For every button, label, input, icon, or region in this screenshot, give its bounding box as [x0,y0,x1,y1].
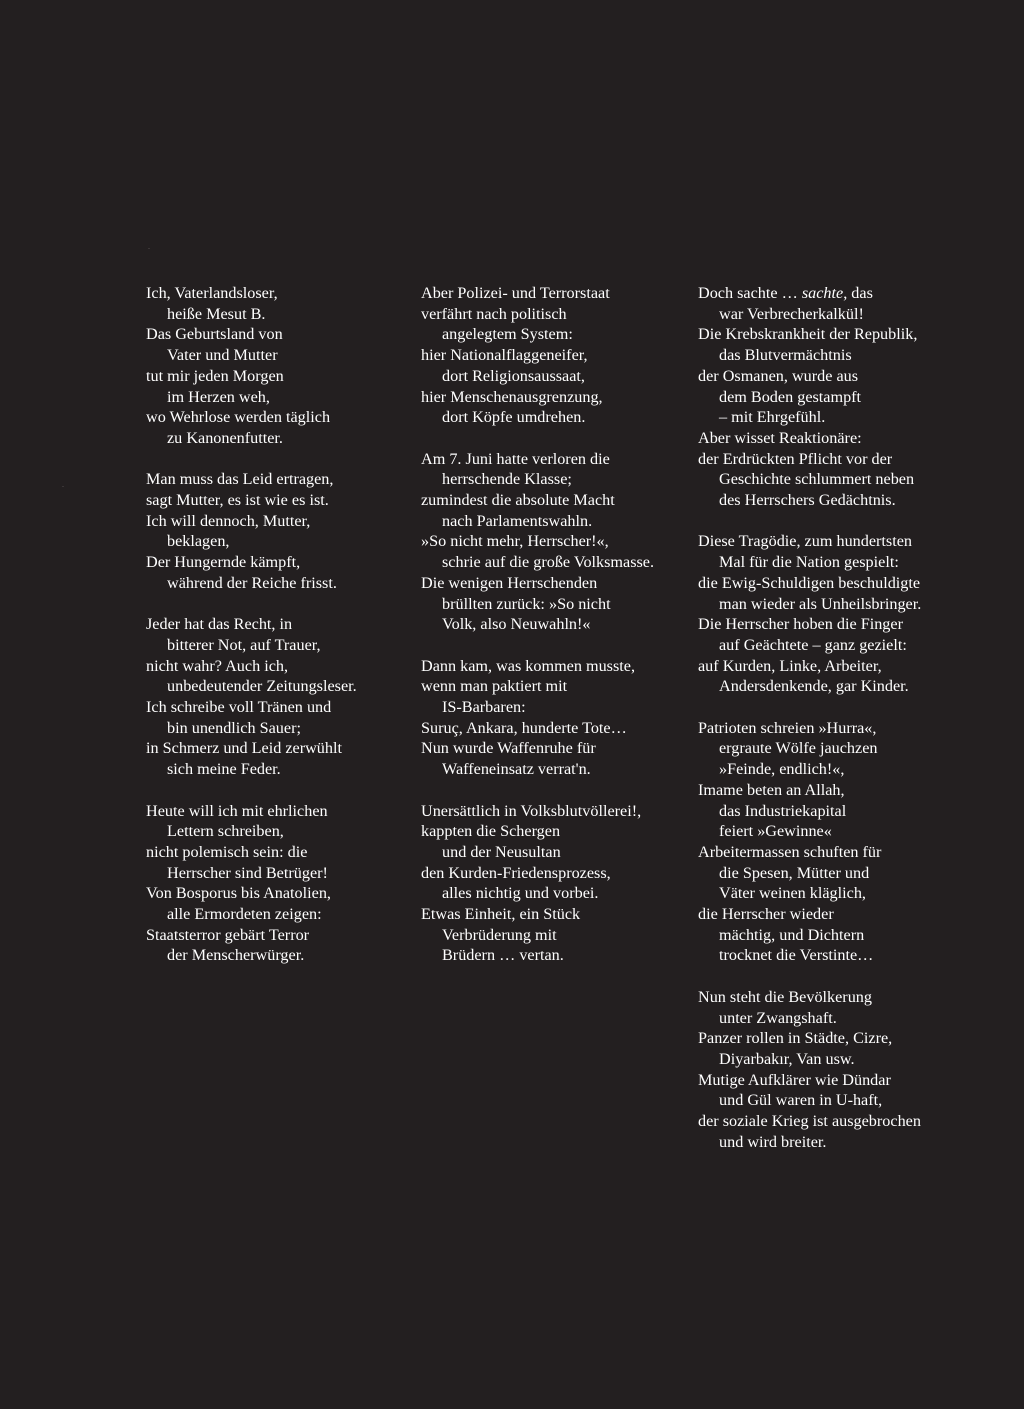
poem-line: Die Herrscher hoben die Finger [698,615,903,634]
poem-line: Ich will dennoch, Mutter, [146,511,311,530]
poem-line: Dann kam, was kommen musste, [421,656,636,675]
stanza [421,283,691,428]
poem-line: beklagen, [167,532,230,551]
poem-line: des Herrschers Gedächtnis. [719,491,896,510]
poem-column-2 [421,283,691,987]
poem-line: der Menscherwürger. [167,946,305,965]
poem-line: dort Religionsaussaat, [442,366,585,385]
poem-line: »So nicht mehr, Herrscher!«, [421,532,609,551]
poem-line: unter Zwangshaft. [719,1008,837,1027]
poem-line: der Osmanen, wurde aus [698,366,859,385]
poem-line: tut mir jeden Morgen [146,366,284,385]
poem-line: Nun steht die Bevölkerung [698,987,872,1006]
poem-line: Nun wurde Waffenruhe für [421,739,596,758]
poem-line: Geschichte schlummert neben [719,470,915,489]
poem-line: – mit Ehrgefühl. [719,408,826,427]
poem-line: bitterer Not, auf Trauer, [167,635,321,654]
poem-line: Ich, Vaterlandsloser, [146,284,278,302]
poem-line: hier Menschenausgrenzung, [421,387,603,406]
poem-line: und der Neusultan [442,842,561,861]
poem-line: das Blutvermächtnis [719,346,852,365]
poem-line: Herrscher sind Betrüger! [167,863,328,882]
poem-line-emphasis: sachte [801,284,844,302]
poem-line: wenn man paktiert mit [421,677,568,696]
poem-line: die Spesen, Mütter und [719,863,870,882]
poem-line: nicht polemisch sein: die [146,842,308,861]
poem-line: Unersättlich in Volksblutvöllerei!, [421,801,642,820]
poem-line: Brüdern … vertan. [442,946,564,965]
dust-speck [62,486,64,487]
poem-line: mächtig, und Dichtern [719,925,865,944]
poem-line: nicht wahr? Auch ich, [146,656,289,675]
poem-line: unbedeutender Zeitungsleser. [167,677,357,696]
poem-line: auf Kurden, Linke, Arbeiter, [698,656,882,675]
poem-line: Imame beten an Allah, [698,780,845,799]
poem-line: Etwas Einheit, ein Stück [421,905,581,924]
poem-line: sagt Mutter, es ist wie es ist. [146,491,329,510]
poem-line: und Gül waren in U-haft, [719,1091,883,1110]
poem-line: Mutige Aufklärer wie Dündar [698,1070,891,1089]
stanza [146,283,411,449]
poem-line: im Herzen weh, [167,387,270,406]
poem-line: die Herrscher wieder [698,905,834,924]
poem-line: Lettern schreiben, [167,822,284,841]
poem-line: Aber Polizei- und Terrorstaat [421,284,610,302]
poem-line: dem Boden gestampft [719,387,862,406]
poem-line: herrschende Klasse; [442,470,572,489]
stanza [146,614,411,780]
poem-line: Staatsterror gebärt Terror [146,925,310,944]
stanza [421,449,691,635]
poem-line: Volk, also Neuwahln!« [442,615,591,634]
stanza [698,718,1018,966]
poem-line: brüllten zurück: »So nicht [442,594,611,613]
poem-line: Väter weinen kläglich, [719,884,866,903]
poem-line: Suruç, Ankara, hunderte Tote… [421,718,627,737]
poem-line: wo Wehrlose werden täglich [146,408,331,427]
poem-line: dort Köpfe umdrehen. [442,408,586,427]
poem-line: und wird breiter. [719,1132,827,1151]
poem-line: trocknet die Verstinte… [719,946,874,965]
poem-line: Diese Tragödie, zum hundertsten [698,532,913,551]
poem-line: Das Geburtsland von [146,325,283,344]
poem-line: ergraute Wölfe jauchzen [719,739,878,758]
poem-line: Man muss das Leid ertragen, [146,470,334,489]
poem-line: Panzer rollen in Städte, Cizre, [698,1029,893,1048]
poem-line: Die wenigen Herrschenden [421,573,598,592]
poem-line: Diyarbakır, Van usw. [719,1049,855,1068]
poem-line: war Verbrecherkalkül! [719,304,864,323]
poem-line: verfährt nach politisch [421,304,567,323]
poem-line: Arbeitermassen schuften für [698,842,882,861]
stanza [698,283,1018,511]
poem-line: IS-Barbaren: [442,698,526,717]
poem-line: Der Hungernde kämpft, [146,553,301,572]
dust-speck [148,248,150,249]
poem-line: nach Parlamentswahln. [442,511,593,530]
stanza [421,656,691,780]
poem-line: während der Reiche frisst. [167,573,337,592]
poem-line: zumindest die absolute Macht [421,491,615,510]
poem-line: Verbrüderung mit [442,925,557,944]
poem-line: in Schmerz und Leid zerwühlt [146,739,342,758]
poem-line: den Kurden-Friedensprozess, [421,863,611,882]
poem-line: schrie auf die große Volksmasse. [442,553,655,572]
poem-line: Die Krebskrankheit der Republik, [698,325,918,344]
poem-line: bin unendlich Sauer; [167,718,301,737]
poem-line: man wieder als Unheilsbringer. [719,594,922,613]
poem-line: Patrioten schreien »Hurra«, [698,718,877,737]
stanza [146,469,411,593]
poem-line [698,283,1018,304]
poem-line: Jeder hat das Recht, in [146,615,293,634]
poem-line: Am 7. Juni hatte verloren die [421,449,610,468]
stanza [421,801,691,967]
poem-line: das Industriekapital [719,801,847,820]
poem-column-1 [146,283,411,987]
poem-line: feiert »Gewinne« [719,822,832,841]
poem-line-text: Doch sachte … [698,284,802,302]
poem-line-text-after: , das [843,284,873,302]
poem-line: heiße Mesut B. [167,304,266,323]
poem-line: Aber wisset Reaktionäre: [698,428,862,447]
poem-line: »Feinde, endlich!«, [719,760,845,779]
poem-line: sich meine Feder. [167,760,281,779]
poem-column-3 [698,283,1018,1173]
poem-line: alles nichtig und vorbei. [442,884,599,903]
poem-line: Mal für die Nation gespielt: [719,553,899,572]
poem-line: der Erdrückten Pflicht vor der [698,449,893,468]
poem-line: die Ewig-Schuldigen beschuldigte [698,573,921,592]
stanza [698,987,1018,1153]
poem-line: Vater und Mutter [167,346,278,365]
poem-line: Andersdenkende, gar Kinder. [719,677,909,696]
poem-line: Ich schreibe voll Tränen und [146,698,332,717]
stanza [146,801,411,967]
poem-line: Waffeneinsatz verrat'n. [442,760,591,779]
poem-line: Heute will ich mit ehrlichen [146,801,328,820]
poem-line: alle Ermordeten zeigen: [167,905,322,924]
stanza [698,531,1018,697]
poem-line: auf Geächtete – ganz gezielt: [719,635,907,654]
poem-line: zu Kanonenfutter. [167,428,283,447]
poem-line: kappten die Schergen [421,822,561,841]
poem-line: angelegtem System: [442,325,573,344]
poem-line: Von Bosporus bis Anatolien, [146,884,331,903]
poem-line: der soziale Krieg ist ausgebrochen [698,1112,921,1131]
poem-line: hier Nationalflaggeneifer, [421,346,588,365]
